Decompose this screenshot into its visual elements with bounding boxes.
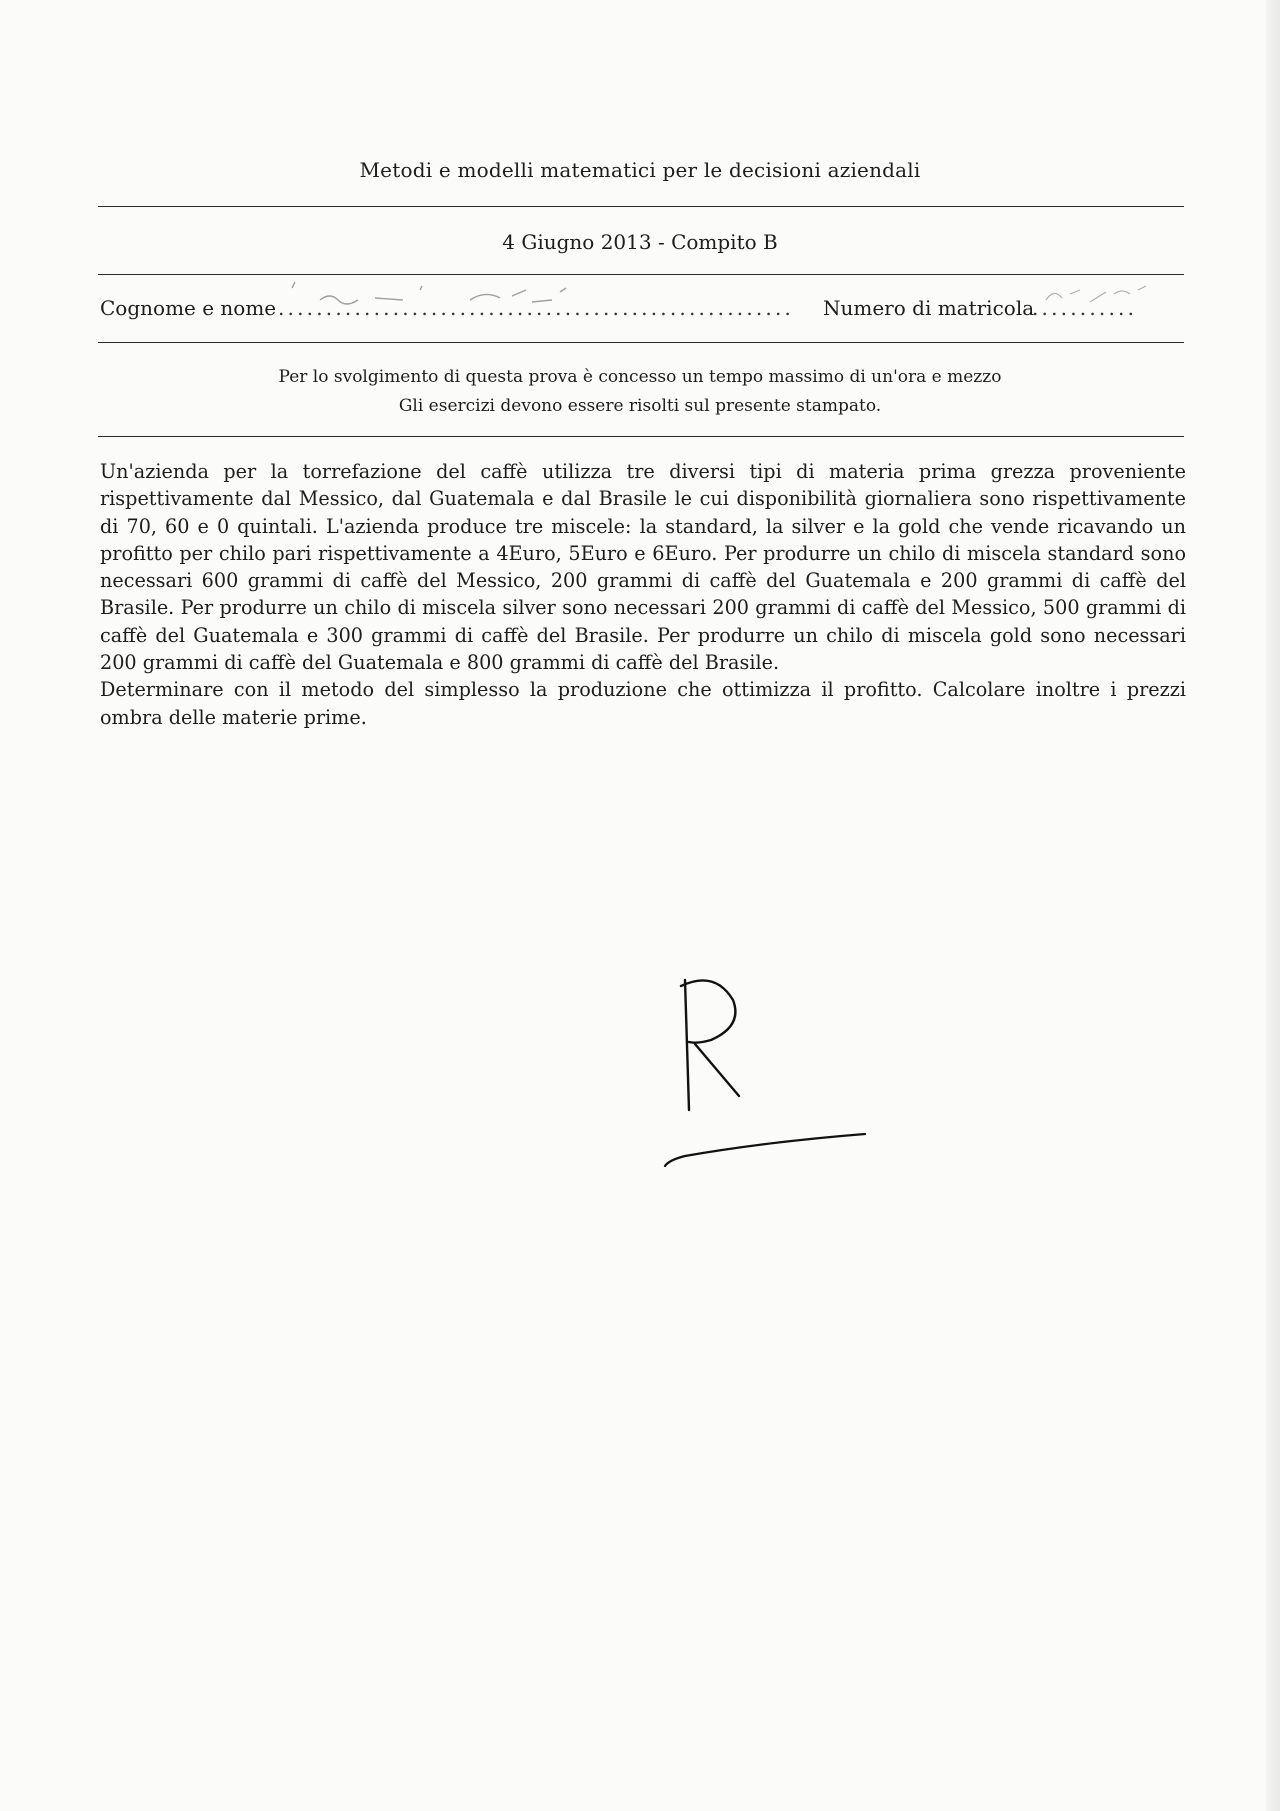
divider-rule	[98, 342, 1184, 343]
divider-rule	[98, 436, 1184, 437]
divider-rule	[98, 206, 1184, 207]
instruction-line: Per lo svolgimento di questa prova è concesso un tempo massimo di un'ora e mezzo	[278, 367, 1002, 387]
divider-rule	[98, 274, 1184, 275]
problem-statement	[100, 458, 1186, 731]
exam-date-title: 4 Giugno 2013 - Compito B	[502, 230, 778, 254]
problem-paragraph: Determinare con il metodo del simplesso la produzione che ottimizza il profitto. Calcolare inoltre i prezzi ombra delle materie prime.	[100, 678, 1186, 729]
surname-label: Cognome e nome	[100, 296, 277, 320]
matricola-label: Numero di matricola	[823, 296, 1035, 320]
problem-paragraph: Un'azienda per la torrefazione del caffè utilizza tre diversi tipi di materia prima grezza proveniente rispettivamente dal Messico, dal Guatemala e dal Brasile le cui disponibilità giornaliera sono rispettivamente di 70, 60 e 0 quintali. L'azienda produce tre miscele: la standard, la silver e la gold che vende ricavando un profitto per chilo pari rispettivamente a 4Euro, 5Euro e 6Euro. Per produrre un chilo di miscela standard sono necessari 600 grammi di caffè del Messico, 200 grammi di caffè del Guatemala e 200 grammi di caffè del Brasile. Per produrre un chilo di miscela silver sono necessari 200 grammi di caffè del Messico, 500 grammi di caffè del Guatemala e 300 grammi di caffè del Brasile. Per produrre un chilo di miscela gold sono necessari 200 grammi di caffè del Guatemala e 800 grammi di caffè del Brasile.	[100, 460, 1186, 675]
instruction-line: Gli esercizi devono essere risolti sul presente stampato.	[398, 396, 882, 416]
surname-field[interactable]: ......................................................	[278, 296, 795, 320]
exam-instructions	[0, 363, 1280, 421]
handwritten-grade-mark	[655, 970, 885, 1180]
scan-edge-shadow	[1266, 0, 1280, 1811]
course-title: Metodi e modelli matematici per le decisioni aziendali	[359, 158, 921, 182]
matricola-field[interactable]: ...........	[1032, 296, 1138, 320]
